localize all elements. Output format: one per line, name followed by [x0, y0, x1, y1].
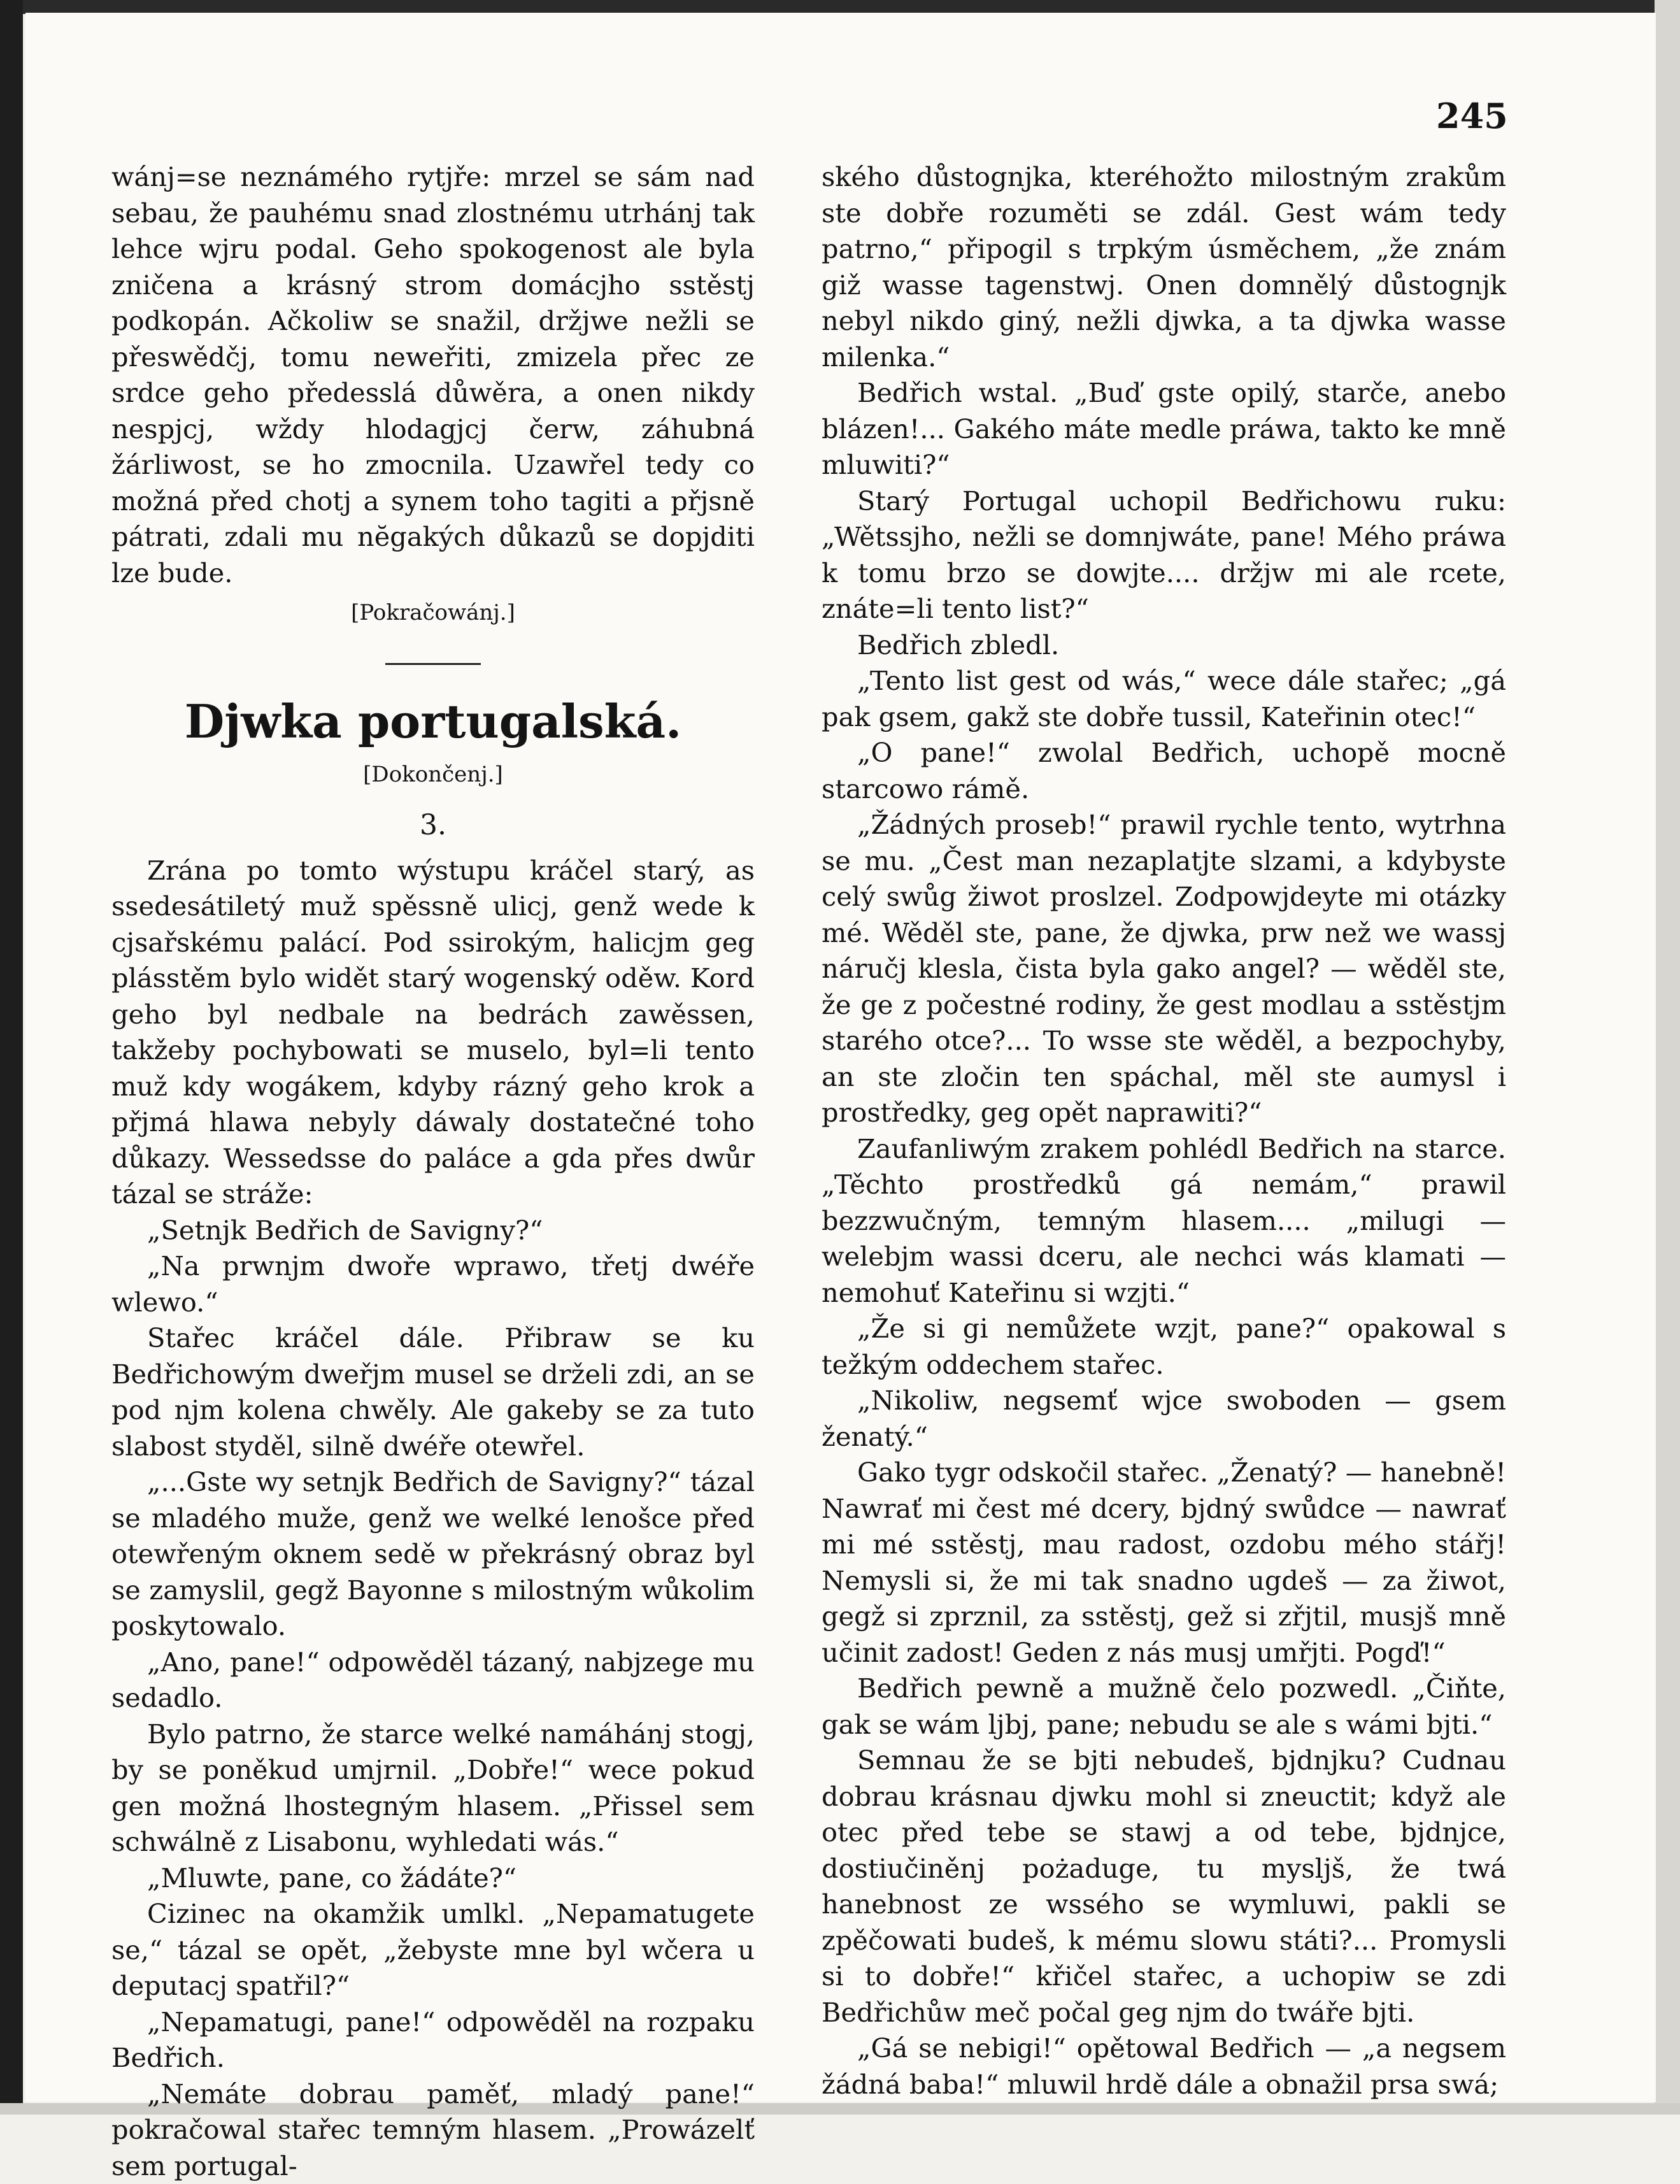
paragraph: „Nepamatugi, pane!“ odpowěděl na rozpaku Bedřich. [111, 2004, 755, 2076]
paragraph: ského důstognjka, kteréhožto milostným zrakům ste dobře rozuměti se zdál. Gest wám tedy patrno,“ připogil s trpkým úsměchem, „že znám giž wasse tagenstwj. Onen domnělý důstognjk nebyl nikdo giný, nežli djwka, a ta djwka wasse milenka.“ [822, 159, 1506, 375]
paragraph: „Nikoliw, negsemť wjce swoboden — gsem ženatý.“ [822, 1383, 1506, 1455]
paragraph: „Setnjk Bedřich de Savigny?“ [111, 1213, 755, 1249]
continued-text: wánj=se neznámého rytjře: mrzel se sám nad sebau, že pauhému snad zlostnému utrhánj tak lehce wjru podal. Geho spokogenost ale byla zničena a krásný strom domácjho sstěstj podkopán. Ačkoliw se snažil, držjwe nežli se přeswědčj, tomu neweřiti, zmizela přec ze srdce geho předesslá důwěra, a onen nikdy nespjcj, wždy hlodagjcj čerw, záhubná žárliwost, se ho zmocnila. Uzawřel tedy co možná před chotj a synem toho tagiti a přjsně pátrati, zdali mu nĕgakých důkazů se dopjditi lze bude. [111, 159, 755, 591]
article-title: Djwka portugalská. [111, 693, 755, 750]
paragraph: Starý Portugal uchopil Bedřichowu ruku: „Wětssjho, nežli se domnjwáte, pane! Mého práwa k tomu brzo se dowjte.... držjw mi ale rcete, znáte=li tento list?“ [822, 483, 1506, 627]
section-divider [385, 663, 481, 665]
paragraph: Bylo patrno, že starce welké namáhánj stogj, by se poněkud umjrnil. „Dobře!“ wece pokud gen možná lhostegným hlasem. „Přissel sem schwálně z Lisabonu, wyhledati wás.“ [111, 1717, 755, 1860]
paragraph: „Žádných proseb!“ prawil rychle tento, wytrhna se mu. „Čest man nezaplatjte slzami, a kdybyste celý swůg žiwot proslzel. Zodpowjdeyte mi otázky mé. Wěděl ste, pane, že djwka, prw než we wassj náručj klesla, čista byla gako angel? — wěděl ste, že ge z počestné rodiny, že gest modlau a sstěstjm starého otce?... To wsse ste wěděl, a bezpochyby, an ste zločin ten spáchal, měl ste aumysl i prostředky, geg opět naprawiti?“ [822, 807, 1506, 1131]
paragraph: „Gá se nebigi!“ opětowal Bedřich — „a negsem žádná baba!“ mluwil hrdě dále a obnažil prsa swá; [822, 2031, 1506, 2102]
finished-note: [Dokončenj.] [111, 757, 755, 793]
paragraph: „...Gste wy setnjk Bedřich de Savigny?“ tázal se mladého muže, genž we welké lenošce před otewřeným oknem sedě w překrásný obraz byl se zamyslil, gegž Bayonne s milostným wůkolim poskytowalo. [111, 1464, 755, 1645]
paragraph: „Že si gi nemůžete wzjt, pane?“ opakowal s težkým oddechem stařec. [822, 1311, 1506, 1383]
scan-left-edge [0, 0, 23, 2115]
right-column [822, 159, 1506, 2102]
paragraph: Cizinec na okamžik umlkl. „Nepamatugete se,“ tázal se opět, „žebyste mne byl wčera u deputacj spatřil?“ [111, 1896, 755, 2004]
paragraph: Stařec kráčel dále. Přibraw se ku Bedřichowým dweřjm musel se drželi zdi, an se pod njm kolena chwěly. Ale gakeby se za tuto slabost styděl, silně dwéře otewřel. [111, 1320, 755, 1464]
paragraph: Semnau že se bjti nebudeš, bjdnjku? Cudnau dobrau krásnau djwku mohl si zneuctit; když ale otec před tebe se stawj a od tebe, bjdnjce, dostiučiněnj pożaduge, tu myslјš, že twá hanebnost ze wssého se wymluwi, pakli se zpěčowati budeš, k mému slowu státi?... Promysli si to dobře!“ křičel stařec, a uchopiw se zdi Bedřichůw meč počal geg njm do twáře bjti. [822, 1743, 1506, 2031]
paragraph: „O pane!“ zwolal Bedřich, uchopě mocně starcowo rámě. [822, 735, 1506, 807]
paragraph: Zaufanliwým zrakem pohlédl Bedřich na starce. „Těchto prostředků gá nemám,“ prawil bezzwučným, temným hlasem.... „milugi — welebjm wassi dceru, ale nechci wás klamati — nemohuť Kateřinu si wzjti.“ [822, 1131, 1506, 1311]
paragraph: Zrána po tomto wýstupu kráčel starý, as ssedesátiletý muž spěssně ulicj, genž wede k cjsařskému palácí. Pod ssirokým, halicjm geg plásstěm bylo widět starý wogenský oděw. Kord geho byl nedbale na bedrách zawěssen, takžeby pochybowati se muselo, byl=li tento muž kdy wogákem, kdyby rázný geho krok a přjmá hlawa nebyly dáwaly dostatečné toho důkazy. Wessedsse do paláce a gda přes dwůr tázal se stráže: [111, 853, 755, 1213]
paragraph: „Tento list gest od wás,“ wece dále stařec; „gá pak gsem, gakž ste dobře tussil, Kateřinin otec!“ [822, 663, 1506, 735]
continued-note: [Pokračowánj.] [111, 595, 755, 631]
paragraph: Bedřich wstal. „Buď gste opilý, starče, anebo blázen!... Gakého máte medle práwa, takto ke mně mluwiti?“ [822, 375, 1506, 483]
paragraph: „Nemáte dobrau paměť, mladý pane!“ pokračowal stařec temným hlasem. „Prowázelť sem portugal- [111, 2076, 755, 2184]
paragraph: Gako tygr odskočil stařec. „Ženatý? — hanebně! Nawrať mi čest mé dcery, bjdný swůdce — nawrať mi mé sstěstj, mau radost, ozdobu mého stářj! Nemysli si, že mi tak snadno ugdeš — za žiwot, gegž si zprznil, za sstěstj, gež si zřjtil, musjš mně učinit zadost! Geden z nás musj umřjti. Pogď!“ [822, 1455, 1506, 1671]
scan-right-edge [1655, 0, 1680, 2115]
paragraph: „Mluwte, pane, co žádáte?“ [111, 1860, 755, 1897]
section-number: 3. [111, 808, 755, 844]
paragraph: „Ano, pane!“ odpowěděl tázaný, nabjzege mu sedadlo. [111, 1645, 755, 1717]
page-number: 245 [1436, 96, 1508, 136]
paragraph: Bedřich pewně a mužně čelo pozwedl. „Čiňte, gak se wám ljbj, pane; nebudu se ale s wámi bjti.“ [822, 1671, 1506, 1743]
paragraph: „Na prwnjm dwoře wprawo, třetj dwéře wlewo.“ [111, 1248, 755, 1320]
scan-top-edge [0, 0, 1680, 14]
left-column [111, 159, 755, 2184]
paragraph: Bedřich zbledl. [822, 627, 1506, 664]
